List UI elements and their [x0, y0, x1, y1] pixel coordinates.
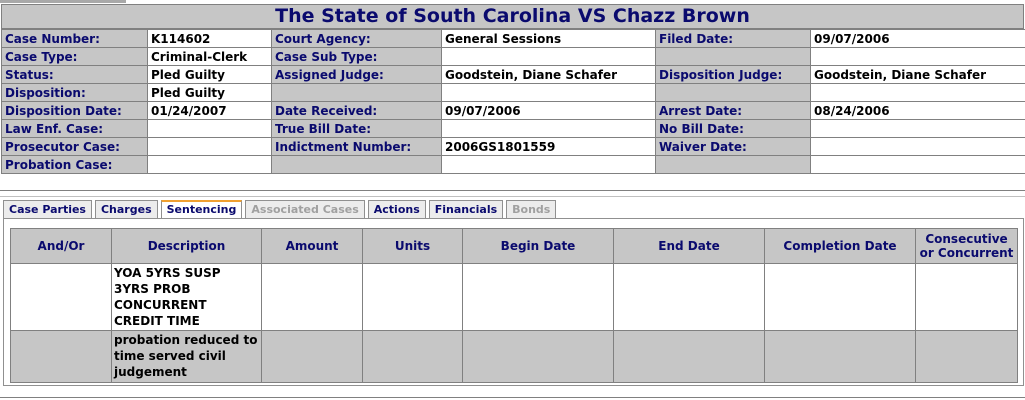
table-cell — [614, 331, 765, 383]
column-header: Units — [363, 229, 463, 264]
field-value — [811, 138, 1025, 156]
case-info-row — [2, 120, 1025, 138]
case-info-row — [2, 156, 1025, 174]
tab-sentencing[interactable]: Sentencing — [161, 200, 243, 219]
tab-actions[interactable]: Actions — [368, 200, 426, 218]
field-label: Status: — [2, 66, 148, 84]
field-value: 08/24/2006 — [811, 102, 1025, 120]
tab-bar — [3, 200, 559, 219]
column-header: Begin Date — [463, 229, 614, 264]
field-value — [811, 48, 1025, 66]
field-label: Disposition Judge: — [656, 66, 811, 84]
table-cell — [765, 331, 916, 383]
field-label: Disposition: — [2, 84, 148, 102]
field-label: Case Type: — [2, 48, 148, 66]
section-divider — [0, 190, 1025, 191]
case-info-row — [2, 48, 1025, 66]
field-value: Goodstein, Diane Schafer — [811, 66, 1025, 84]
field-label: Law Enf. Case: — [2, 120, 148, 138]
field-value — [811, 120, 1025, 138]
field-value: Criminal-Clerk — [148, 48, 272, 66]
table-cell — [262, 331, 363, 383]
column-header: Amount — [262, 229, 363, 264]
table-cell — [916, 331, 1018, 383]
field-value — [148, 120, 272, 138]
sentencing-table — [10, 228, 1018, 383]
bottom-divider — [0, 397, 1025, 398]
tab-associated-cases: Associated Cases — [245, 200, 364, 218]
case-info-row — [2, 30, 1025, 48]
table-cell — [262, 264, 363, 331]
field-label — [656, 84, 811, 102]
column-header: End Date — [614, 229, 765, 264]
case-info-table — [1, 29, 1025, 174]
field-label: Waiver Date: — [656, 138, 811, 156]
field-label — [272, 84, 442, 102]
field-value: K114602 — [148, 30, 272, 48]
case-info-row — [2, 84, 1025, 102]
case-info-row — [2, 102, 1025, 120]
field-value: 2006GS1801559 — [442, 138, 656, 156]
field-value — [811, 156, 1025, 174]
field-value: 09/07/2006 — [811, 30, 1025, 48]
field-value: General Sessions — [442, 30, 656, 48]
field-value: 01/24/2007 — [148, 102, 272, 120]
table-cell — [614, 264, 765, 331]
column-header: Description — [112, 229, 262, 264]
table-cell — [463, 331, 614, 383]
tab-bonds: Bonds — [506, 200, 556, 218]
field-label: Indictment Number: — [272, 138, 442, 156]
field-value: Goodstein, Diane Schafer — [442, 66, 656, 84]
field-value — [442, 84, 656, 102]
field-value: Pled Guilty — [148, 66, 272, 84]
field-label: Filed Date: — [656, 30, 811, 48]
table-cell — [463, 264, 614, 331]
column-header: Consecutive or Concurrent — [916, 229, 1018, 264]
field-label: Arrest Date: — [656, 102, 811, 120]
field-label: No Bill Date: — [656, 120, 811, 138]
field-label: Case Sub Type: — [272, 48, 442, 66]
table-cell: YOA 5YRS SUSP 3YRS PROB CONCURRENT CREDIT TIME — [112, 264, 262, 331]
field-label: True Bill Date: — [272, 120, 442, 138]
table-cell — [11, 331, 112, 383]
field-label: Date Received: — [272, 102, 442, 120]
table-cell — [765, 264, 916, 331]
field-label: Case Number: — [2, 30, 148, 48]
tab-case-parties[interactable]: Case Parties — [3, 200, 92, 218]
tab-charges[interactable]: Charges — [95, 200, 158, 218]
table-cell — [916, 264, 1018, 331]
field-label — [656, 156, 811, 174]
field-label: Probation Case: — [2, 156, 148, 174]
top-tab-stub — [0, 0, 126, 3]
table-cell — [363, 264, 463, 331]
field-value: 09/07/2006 — [442, 102, 656, 120]
field-label: Disposition Date: — [2, 102, 148, 120]
field-label: Prosecutor Case: — [2, 138, 148, 156]
field-value — [442, 120, 656, 138]
table-cell — [11, 264, 112, 331]
table-cell — [363, 331, 463, 383]
field-value — [811, 84, 1025, 102]
field-value: Pled Guilty — [148, 84, 272, 102]
table-row — [11, 264, 1018, 331]
table-row — [11, 331, 1018, 383]
field-label — [656, 48, 811, 66]
column-header: And/Or — [11, 229, 112, 264]
case-info-row — [2, 66, 1025, 84]
field-label: Assigned Judge: — [272, 66, 442, 84]
field-value — [442, 156, 656, 174]
field-value — [148, 156, 272, 174]
section-divider-light — [0, 196, 1025, 197]
field-value — [442, 48, 656, 66]
field-label: Court Agency: — [272, 30, 442, 48]
sentencing-header-row — [11, 229, 1018, 264]
field-value — [148, 138, 272, 156]
case-info-row — [2, 138, 1025, 156]
table-cell: probation reduced to time served civil judgement — [112, 331, 262, 383]
case-title: The State of South Carolina VS Chazz Brown — [1, 4, 1024, 29]
field-label — [272, 156, 442, 174]
tab-financials[interactable]: Financials — [429, 200, 503, 218]
column-header: Completion Date — [765, 229, 916, 264]
